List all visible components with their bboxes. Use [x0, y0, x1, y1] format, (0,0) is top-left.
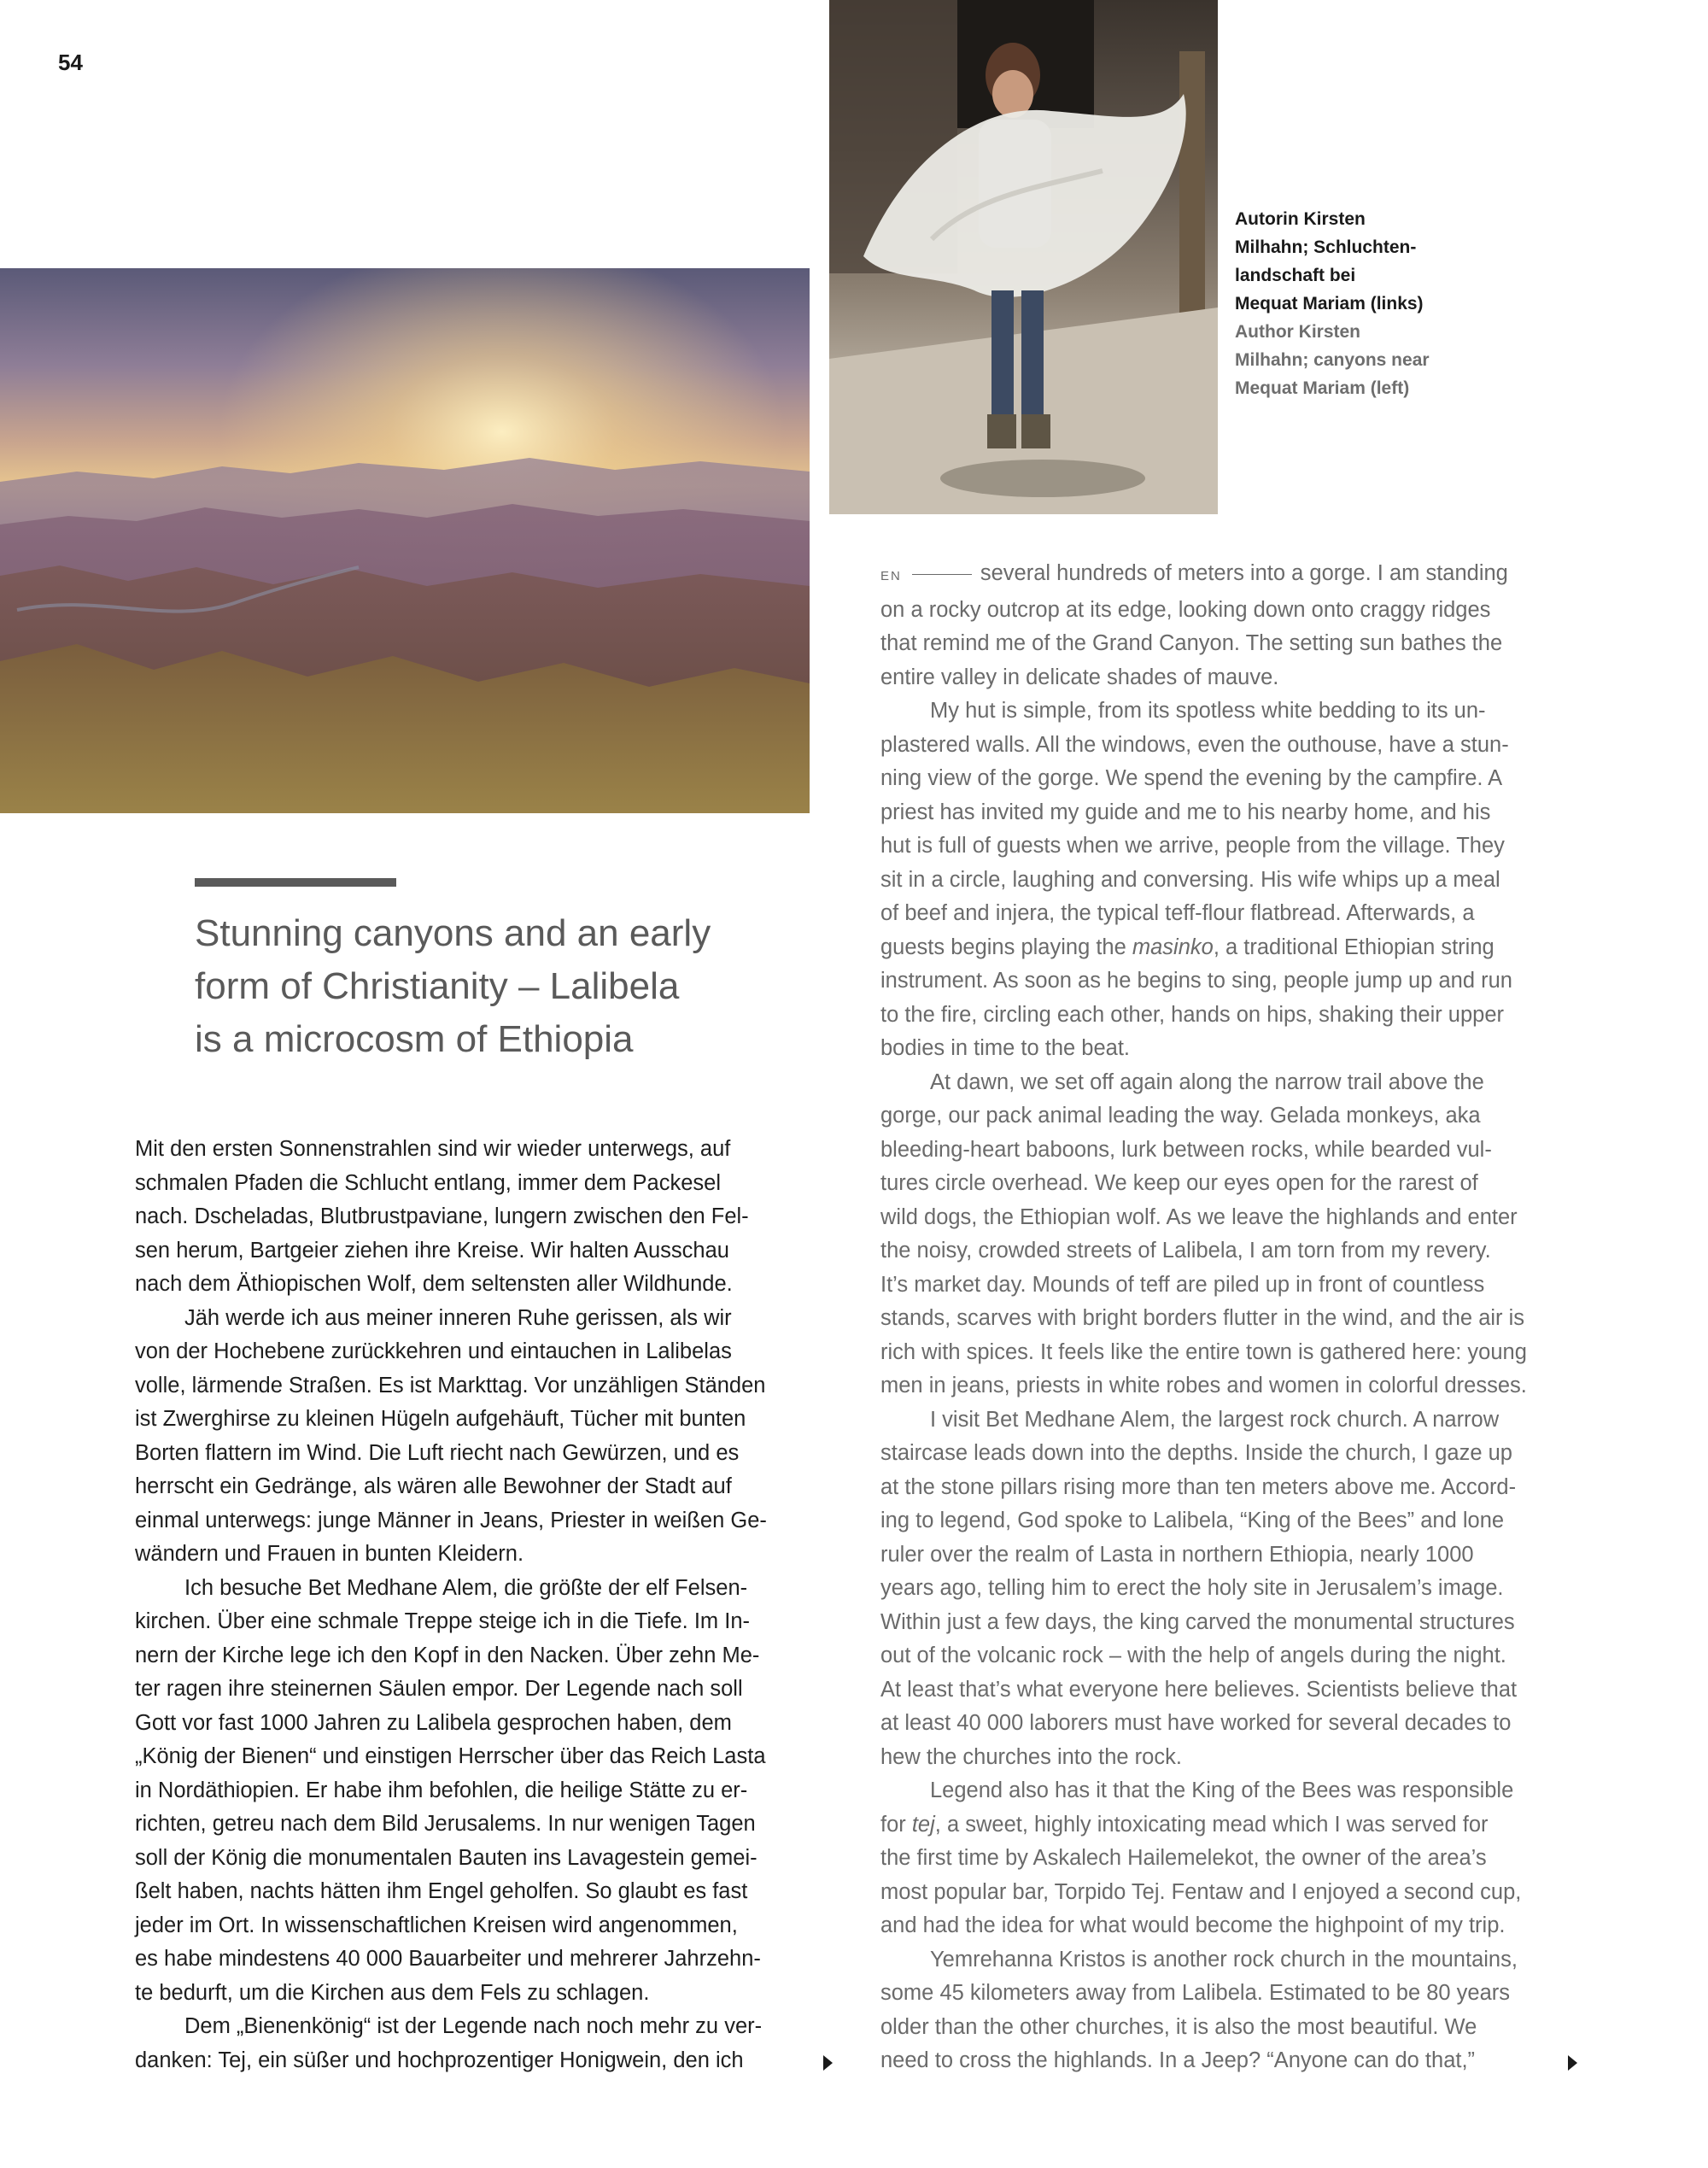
german-body-line	[135, 1133, 835, 1167]
german-body-line	[135, 1437, 835, 1471]
english-body-text: at least 40 000 laborers must have worked for several decades to	[880, 1711, 1512, 1735]
german-text-column	[135, 1133, 835, 2077]
english-body-text: guests begins playing the masinko, a traditional Ethiopian string	[880, 935, 1494, 959]
english-body-line	[880, 1943, 1581, 1978]
english-body-line	[880, 964, 1581, 999]
german-body-text: nern der Kirche lege ich den Kopf in den Nacken. Über zehn Me-	[135, 1643, 760, 1667]
german-body-text: kirchen. Über eine schmale Treppe steige ich in die Tiefe. Im In-	[135, 1609, 751, 1633]
english-body-line	[880, 694, 1581, 729]
language-tag: EN	[880, 569, 902, 583]
english-body-line	[880, 1471, 1581, 1505]
photo-caption	[1235, 205, 1491, 402]
english-body-text: At least that’s what everyone here believes. Scientists believe that	[880, 1677, 1518, 1702]
english-body-text: tures circle overhead. We keep our eyes open for the rarest of	[880, 1171, 1478, 1195]
german-body-line	[135, 1403, 835, 1437]
english-body-line	[880, 1167, 1581, 1201]
german-body-text: sen herum, Bartgeier ziehen ihre Kreise. Wir halten Ausschau	[135, 1238, 729, 1263]
page-number: 54	[58, 50, 83, 75]
english-body-line	[880, 762, 1581, 796]
english-body-line	[880, 729, 1581, 763]
german-body-line	[135, 1875, 835, 1909]
english-body-line	[880, 1201, 1581, 1235]
headline-line: is a microcosm of Ethiopia	[195, 1018, 634, 1060]
english-body-text: sit in a circle, laughing and conversing. His wife whips up a meal	[880, 867, 1500, 892]
english-body-text: instrument. As soon as he begins to sing, people jump up and run	[880, 969, 1512, 993]
english-body-text: need to cross the highlands. In a Jeep? “Anyone can do that,”	[880, 2048, 1476, 2072]
english-body-text: years ago, telling him to erect the holy site in Jerusalem’s image.	[880, 1576, 1504, 1600]
german-body-line	[135, 1673, 835, 1707]
german-body-text: Gott vor fast 1000 Jahren zu Lalibela gesprochen haben, dem	[135, 1710, 732, 1735]
english-body-text: hew the churches into the rock.	[880, 1744, 1182, 1769]
headline-line: form of Christianity – Lalibela	[195, 965, 680, 1007]
woman-with-scarf-photo	[829, 0, 1218, 514]
english-body-line	[880, 1234, 1581, 1269]
english-body-line	[880, 1808, 1581, 1843]
german-body-line	[135, 2044, 835, 2078]
english-body-line	[880, 627, 1581, 661]
german-body-line	[135, 1842, 835, 1876]
german-body-text: wändern und Frauen in bunten Kleidern.	[135, 1542, 524, 1566]
german-body-line	[135, 1504, 835, 1538]
tag-rule	[912, 574, 972, 575]
german-body-text: in Nordäthiopien. Er habe ihm befohlen, die heilige Stätte zu er-	[135, 1778, 748, 1802]
english-body-text: priest has invited my guide and me to his nearby home, and his	[880, 800, 1491, 824]
english-body-text: most popular bar, Torpido Tej. Fentaw and I enjoyed a second cup,	[880, 1879, 1522, 1904]
english-body-text: out of the volcanic rock – with the help of angels during the night.	[880, 1644, 1506, 1667]
german-body-text: ßelt haben, nachts hätten ihm Engel geholfen. So glaubt es fast	[135, 1879, 748, 1903]
english-body-text: at the stone pillars rising more than ten meters above me. Accord-	[880, 1474, 1517, 1499]
german-body-text: soll der König die monumentalen Bauten ins Lavagestein gemei-	[135, 1845, 757, 1870]
english-body-text: older than the other churches, it is also the most beautiful. We	[880, 2014, 1477, 2039]
english-body-text: that remind me of the Grand Canyon. The setting sun bathes the	[880, 631, 1503, 655]
caption-en-line: Milhahn; canyons near	[1235, 350, 1430, 370]
german-body-line	[135, 1774, 835, 1808]
german-body-line	[135, 1808, 835, 1842]
english-body-text: bodies in time to the beat.	[880, 1036, 1131, 1060]
german-body-text: von der Hochebene zurückkehren und eintauchen in Lalibelas	[135, 1339, 732, 1363]
english-body-line	[880, 1504, 1581, 1538]
english-body-text: gorge, our pack animal leading the way. Gelada monkeys, aka	[880, 1104, 1481, 1128]
german-body-line	[135, 1335, 835, 1369]
english-body-line	[880, 897, 1581, 931]
english-body-text: hut is full of guests when we arrive, people from the village. They	[880, 834, 1505, 858]
english-body-line	[880, 1066, 1581, 1100]
english-body-line	[880, 1909, 1581, 1943]
caption-en-line: Author Kirsten	[1235, 322, 1360, 342]
english-body-line	[880, 931, 1581, 965]
english-body-line	[880, 557, 1581, 594]
caption-de-line: Autorin Kirsten	[1235, 209, 1366, 229]
german-body-line	[135, 1268, 835, 1302]
german-body-line	[135, 1470, 835, 1504]
english-body-line	[880, 829, 1581, 864]
english-body-line	[880, 1369, 1581, 1403]
english-body-line	[880, 1403, 1581, 1438]
english-body-text: Legend also has it that the King of the Bees was responsible	[930, 1778, 1514, 1802]
english-body-line	[880, 1032, 1581, 1066]
english-text-column	[880, 557, 1581, 2078]
german-body-line	[135, 1942, 835, 1977]
continue-arrow-icon	[823, 2055, 833, 2071]
german-body-text: „König der Bienen“ und einstigen Herrscher über das Reich Lasta	[135, 1744, 766, 1768]
german-body-text: Mit den ersten Sonnenstrahlen sind wir wieder unterwegs, auf	[135, 1137, 731, 1161]
english-body-line	[880, 661, 1581, 695]
english-body-text: It’s market day. Mounds of teff are piled up in front of countless	[880, 1272, 1485, 1297]
english-body-line	[880, 1134, 1581, 1168]
german-body-line	[135, 1572, 835, 1606]
english-body-line	[880, 1842, 1581, 1876]
english-body-text: on a rocky outcrop at its edge, looking down onto craggy ridges	[880, 597, 1491, 622]
english-body-text: of beef and injera, the typical teff-flour flatbread. Afterwards, a	[880, 901, 1475, 925]
headline-rule	[195, 878, 396, 887]
german-body-text: Dem „Bienenkönig“ ist der Legende nach noch mehr zu ver-	[184, 2014, 763, 2038]
caption-de-line: Mequat Mariam (links)	[1235, 294, 1424, 313]
german-body-line	[135, 1302, 835, 1336]
german-body-text: Ich besuche Bet Medhane Alem, die größte der elf Felsen-	[184, 1575, 748, 1600]
english-body-text: bleeding-heart baboons, lurk between rocks, while bearded vul-	[880, 1137, 1492, 1162]
english-body-line	[880, 1538, 1581, 1573]
english-body-line	[880, 1774, 1581, 1808]
german-body-line	[135, 1707, 835, 1741]
pull-quote-headline	[195, 907, 810, 1066]
english-body-line	[880, 864, 1581, 898]
caption-de-line: landschaft bei	[1235, 266, 1356, 285]
english-body-text: the noisy, crowded streets of Lalibela, I am torn from my revery.	[880, 1239, 1491, 1263]
german-body-line	[135, 1977, 835, 2011]
english-body-text: My hut is simple, from its spotless white bedding to its un-	[930, 699, 1486, 723]
german-body-line	[135, 1605, 835, 1639]
german-body-text: Jäh werde ich aus meiner inneren Ruhe gerissen, als wir	[184, 1305, 732, 1330]
caption-en-line: Mequat Mariam (left)	[1235, 378, 1410, 398]
german-body-text: herrscht ein Gedränge, als wären alle Bewohner der Stadt auf	[135, 1474, 732, 1498]
german-body-text: nach. Dscheladas, Blutbrustpaviane, lungern zwischen den Fel-	[135, 1204, 749, 1228]
english-body-text: some 45 kilometers away from Lalibela. Estimated to be 80 years	[880, 1981, 1511, 2005]
german-body-line	[135, 1909, 835, 1943]
english-body-text: several hundreds of meters into a gorge. I am standing	[980, 561, 1508, 585]
german-body-text: te bedurft, um die Kirchen aus dem Fels zu schlagen.	[135, 1980, 650, 2005]
english-body-text: Within just a few days, the king carved the monumental structures	[880, 1609, 1515, 1634]
english-body-text: and had the idea for what would become the highpoint of my trip.	[880, 1913, 1506, 1937]
english-body-text: ing to legend, God spoke to Lalibela, “King of the Bees” and lone	[880, 1509, 1505, 1532]
german-body-line	[135, 2010, 835, 2044]
german-body-text: richten, getreu nach dem Bild Jerusalems. In nur wenigen Tagen	[135, 1812, 756, 1836]
english-body-line	[880, 1741, 1581, 1775]
english-body-line	[880, 594, 1581, 628]
english-body-line	[880, 2011, 1581, 2045]
english-body-text: wild dogs, the Ethiopian wolf. As we leave the highlands and enter	[880, 1204, 1518, 1229]
english-body-line	[880, 1876, 1581, 1910]
german-body-text: ter ragen ihre steinernen Säulen empor. Der Legende nach soll	[135, 1677, 743, 1701]
english-body-text: to the fire, circling each other, hands on hips, shaking their upper	[880, 1002, 1505, 1027]
german-body-line	[135, 1740, 835, 1774]
german-body-text: danken: Tej, ein süßer und hochprozentiger Honigwein, den ich	[135, 2048, 744, 2072]
english-body-line	[880, 796, 1581, 830]
english-body-line	[880, 1606, 1581, 1640]
english-body-line	[880, 1099, 1581, 1134]
caption-de-line: Milhahn; Schluchten-	[1235, 237, 1417, 257]
german-body-line	[135, 1369, 835, 1403]
english-body-text: ruler over the realm of Lasta in northern Ethiopia, nearly 1000	[880, 1542, 1474, 1567]
english-body-text: men in jeans, priests in white robes and women in colorful dresses.	[880, 1374, 1527, 1397]
german-body-line	[135, 1200, 835, 1234]
english-body-text: Yemrehanna Kristos is another rock church in the mountains,	[930, 1947, 1518, 1972]
english-body-text: for tej, a sweet, highly intoxicating mead which I was served for	[880, 1812, 1489, 1837]
english-body-line	[880, 1707, 1581, 1741]
english-body-text: rich with spices. It feels like the entire town is gathered here: young	[880, 1339, 1527, 1364]
english-body-line	[880, 1639, 1581, 1673]
german-body-text: es habe mindestens 40 000 Bauarbeiter und mehrerer Jahrzehn-	[135, 1947, 761, 1971]
german-body-text: nach dem Äthiopischen Wolf, dem seltensten aller Wildhunde.	[135, 1272, 733, 1296]
continue-arrow-icon	[1568, 2055, 1577, 2071]
english-body-text: At dawn, we set off again along the narrow trail above the	[930, 1069, 1484, 1094]
english-body-line	[880, 2044, 1581, 2078]
english-body-line	[880, 1302, 1581, 1336]
english-body-line	[880, 1269, 1581, 1303]
canyon-landscape-photo	[0, 268, 810, 813]
german-body-text: ist Zwerghirse zu kleinen Hügeln aufgehäuft, Tücher mit bunten	[135, 1407, 746, 1431]
english-body-text: staircase leads down into the depths. Inside the church, I gaze up	[880, 1441, 1512, 1465]
english-body-text: plastered walls. All the windows, even the outhouse, have a stun-	[880, 732, 1509, 757]
german-body-line	[135, 1639, 835, 1673]
english-body-text: stands, scarves with bright borders flutter in the wind, and the air is	[880, 1306, 1525, 1330]
german-body-text: schmalen Pfaden die Schlucht entlang, immer dem Packesel	[135, 1170, 722, 1195]
english-body-line	[880, 1673, 1581, 1708]
headline-line: Stunning canyons and an early	[195, 912, 711, 954]
english-body-line	[880, 1336, 1581, 1370]
german-body-line	[135, 1538, 835, 1572]
english-body-text: ning view of the gorge. We spend the evening by the campfire. A	[880, 766, 1503, 790]
english-body-line	[880, 1977, 1581, 2011]
german-body-line	[135, 1234, 835, 1269]
german-body-text: volle, lärmende Straßen. Es ist Markttag. Vor unzähligen Ständen	[135, 1373, 766, 1397]
english-body-text: the first time by Askalech Hailemelekot, the owner of the area’s	[880, 1846, 1487, 1870]
english-body-text: I visit Bet Medhane Alem, the largest rock church. A narrow	[930, 1407, 1500, 1432]
english-body-line	[880, 1437, 1581, 1471]
english-body-text: entire valley in delicate shades of mauve.	[880, 665, 1279, 689]
german-body-text: einmal unterwegs: junge Männer in Jeans, Priester in weißen Ge-	[135, 1508, 767, 1532]
english-body-line	[880, 999, 1581, 1033]
german-body-text: Borten flattern im Wind. Die Luft riecht nach Gewürzen, und es	[135, 1440, 740, 1465]
german-body-text: jeder im Ort. In wissenschaftlichen Kreisen wird angenommen,	[135, 1913, 738, 1937]
german-body-line	[135, 1167, 835, 1201]
english-body-line	[880, 1572, 1581, 1606]
